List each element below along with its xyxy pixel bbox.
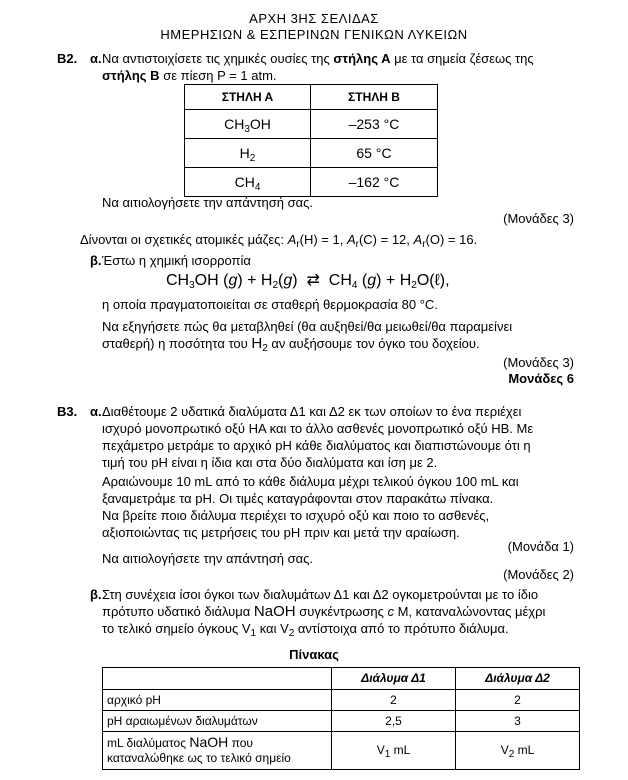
b3-justify: Να αιτιολογήσετε την απάντησή σας.	[102, 551, 313, 566]
boiling-point-2: 65 °C	[310, 139, 437, 168]
empty-header-cell	[103, 668, 332, 690]
col-b-header: ΣΤΗΛΗ Β	[310, 85, 437, 110]
col-a-header: ΣΤΗΛΗ Α	[185, 85, 311, 110]
b3-part-b-text: Στη συνέχεια ίσοι όγκοι των διαλυμάτων Δ1 και Δ2 ογκομετρούνται με το ίδιο πρότυπο υδατικό διάλυμα NaOH συγκέντρωσης c M, καταναλώνοντας μέχρι το τελικό σημείο όγκους $V_1$ και $V_2$ αντίστοιχα από το πρότυπο διάλυμα.	[102, 587, 546, 639]
marks-b3-a1: (Μονάδα 1)	[507, 539, 574, 554]
atomic-masses: Δίνονται οι σχετικές ατομικές μάζες: $A_r(H) = 1$, $A_r(C) = 12$, $A_r(O) = 16$.	[80, 232, 478, 250]
boiling-point-1: –253 °C	[310, 110, 437, 139]
substance-ch3oh: $CH_3OH$	[185, 110, 311, 139]
row-diluted-ph-label: pH αραιωμένων διαλυμάτων	[103, 711, 332, 732]
marks-b2-a: (Μονάδες 3)	[503, 211, 574, 226]
page-header-line2: ΗΜΕΡΗΣΙΩΝ & ΕΣΠΕΡΙΝΩΝ ΓΕΝΙΚΩΝ ΛΥΚΕΙΩΝ	[160, 27, 468, 42]
table-title: Πίνακας	[289, 647, 339, 662]
b2-a-text: Να αντιστοιχίσετε τις χημικές ουσίες της στήλης Α με τα σημεία ζέσεως της στήλης Β σε πίεση P = 1 atm.	[102, 51, 534, 83]
marks-b2-b: (Μονάδες 3)	[503, 355, 574, 370]
page-header-line1: ΑΡΧΗ 3ΗΣ ΣΕΛΙΔΑΣ	[249, 11, 379, 26]
b3-part-a-label: α.	[90, 404, 102, 419]
row-initial-ph-d2: 2	[456, 690, 580, 711]
row-volume-d2: $V_2$ mL	[456, 732, 580, 770]
row-diluted-ph-d2: 3	[456, 711, 580, 732]
temperature-text: η οποία πραγματοποιείται σε σταθερή θερμοκρασία 80 °C.	[102, 297, 438, 312]
b3-paragraph-2: Αραιώνουμε 10 mL από το κάθε διάλυμα μέχρι τελικού όγκου 100 mL και ξαναμετράμε τα pH. Οι τιμές καταγράφονται στον παρακάτω πίνακα.	[102, 474, 519, 506]
b2-matching-table	[184, 84, 438, 197]
part-b-label: β.	[90, 253, 102, 268]
question-b2-label: Β2.	[57, 51, 78, 66]
row-initial-ph-label: αρχικό pH	[103, 690, 332, 711]
header-d1: Διάλυμα Δ1	[332, 668, 456, 690]
header-d2: Διάλυμα Δ2	[456, 668, 580, 690]
row-volume-d1: $V_1$ mL	[332, 732, 456, 770]
substance-h2: $H_2$	[185, 139, 311, 168]
row-diluted-ph-d1: 2,5	[332, 711, 456, 732]
equilibrium-intro: Έστω η χημική ισορροπία	[102, 253, 251, 268]
row-initial-ph-d1: 2	[332, 690, 456, 711]
row-volume-label: mL διαλύματος NaOH που καταναλώθηκε ως το τελικό σημείο	[103, 732, 332, 770]
boiling-point-3: –162 °C	[310, 168, 437, 197]
marks-b3-a2: (Μονάδες 2)	[503, 567, 574, 582]
b3-part-b-label: β.	[90, 587, 102, 602]
justify-instruction: Να αιτιολογήσετε την απάντησή σας.	[102, 195, 313, 210]
substance-ch4: $CH_4$	[185, 168, 311, 197]
question-b3-label: Β3.	[57, 404, 78, 419]
b3-paragraph-3: Να βρείτε ποιο διάλυμα περιέχει το ισχυρό οξύ και ποιο το ασθενές, αξιοποιώντας τις μετρήσεις του pH πριν και μετά την αραίωση.	[102, 508, 490, 540]
ph-table	[102, 667, 580, 770]
b3-paragraph-1: Διαθέτουμε 2 υδατικά διαλύματα Δ1 και Δ2 εκ των οποίων το ένα περιέχει ισχυρό μονοπρωτικό οξύ ΗΑ και το άλλο ασθενές μονοπρωτικό οξύ ΗΒ. Με πεχάμετρο μετράμε το αρχικό pH κάθε διαλύματος και διαπιστώνουμε ότι η τιμή του pH είναι η ίδια και στα δύο διαλύματα και ίση με 2.	[102, 404, 534, 470]
b2-b-question: Να εξηγήσετε πώς θα μεταβληθεί (θα αυξηθεί/θα μειωθεί/θα παραμείνει σταθερή) η ποσότητα του $H_2$ αν αυξήσουμε τον όγκο του δοχείου.	[102, 319, 513, 354]
part-a-label: α.	[90, 51, 102, 66]
chemical-equation: CH3OH (g) + H2(g) ⇄ CH4 (g) + H2O(ℓ),	[166, 272, 450, 291]
marks-b2-total: Μονάδες 6	[508, 371, 574, 386]
